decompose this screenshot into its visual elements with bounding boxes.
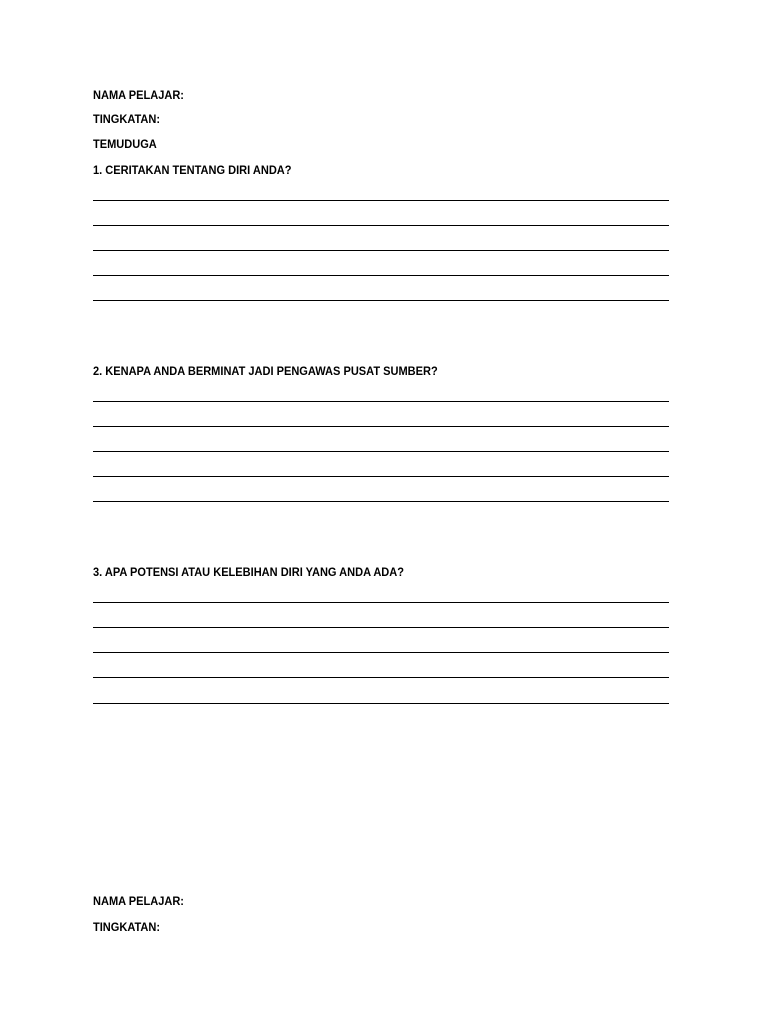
footer-form-label: TINGKATAN:: [93, 920, 161, 934]
section-title: TEMUDUGA: [93, 137, 157, 151]
answer-line[interactable]: [93, 250, 669, 251]
answer-line[interactable]: [93, 200, 669, 201]
answer-line[interactable]: [93, 627, 669, 628]
answer-line[interactable]: [93, 426, 669, 427]
answer-line[interactable]: [93, 652, 669, 653]
answer-line[interactable]: [93, 300, 669, 301]
answer-line[interactable]: [93, 703, 669, 704]
student-name-label: NAMA PELAJAR:: [93, 88, 184, 102]
answer-line[interactable]: [93, 501, 669, 502]
answer-line[interactable]: [93, 451, 669, 452]
answer-line[interactable]: [93, 275, 669, 276]
question-1: 1. CERITAKAN TENTANG DIRI ANDA?: [93, 163, 292, 177]
question-3: 3. APA POTENSI ATAU KELEBIHAN DIRI YANG ANDA ADA?: [93, 565, 404, 579]
answer-line[interactable]: [93, 602, 669, 603]
answer-line[interactable]: [93, 677, 669, 678]
answer-line[interactable]: [93, 225, 669, 226]
answer-line[interactable]: [93, 476, 669, 477]
form-label: TINGKATAN:: [93, 112, 161, 126]
footer-student-name-label: NAMA PELAJAR:: [93, 894, 184, 908]
question-2: 2. KENAPA ANDA BERMINAT JADI PENGAWAS PUSAT SUMBER?: [93, 364, 438, 378]
answer-line[interactable]: [93, 401, 669, 402]
